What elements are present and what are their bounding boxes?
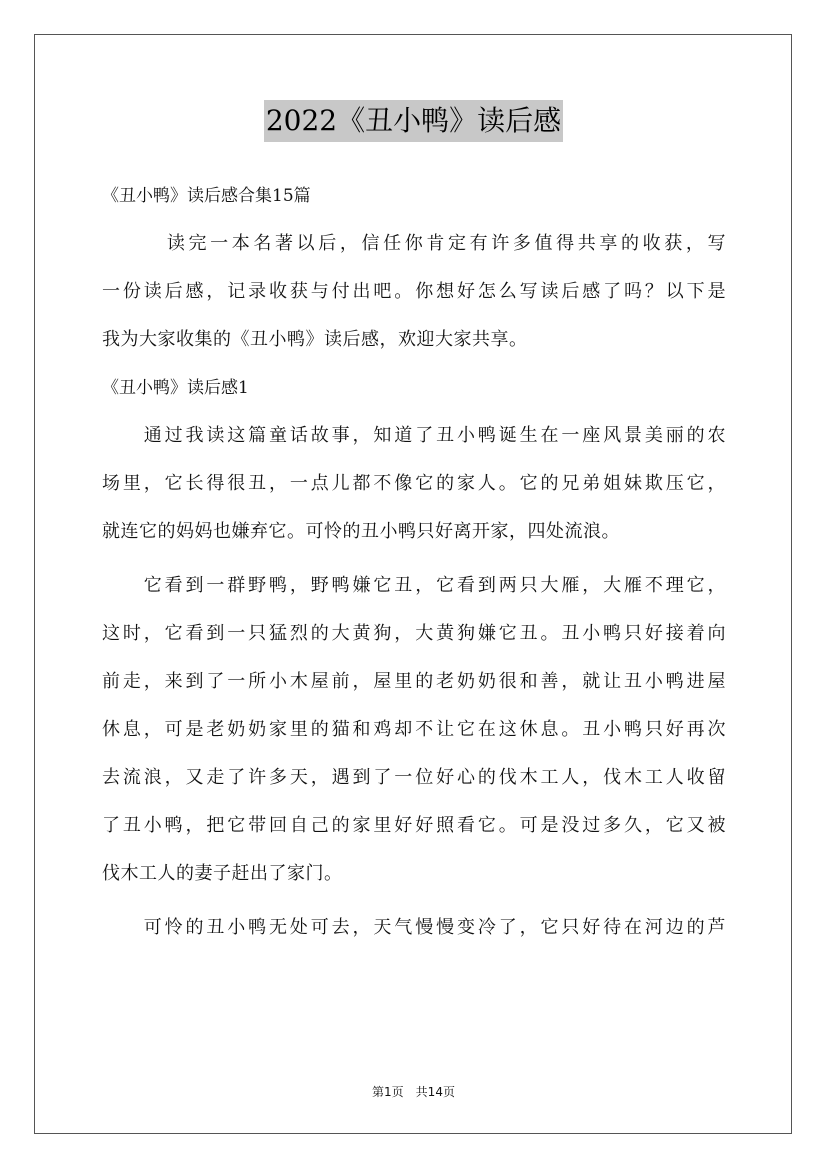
- paragraph2-line-1: 它看到一群野鸭，野鸭嫌它丑，它看到两只大雁，大雁不理它，: [102, 575, 726, 596]
- paragraph1-line-2: 场里，它长得很丑，一点儿都不像它的家人。它的兄弟姐妹欺压它，: [102, 473, 726, 494]
- paragraph2-line-3: 前走，来到了一所小木屋前，屋里的老奶奶很和善，就让丑小鸭进屋: [102, 671, 726, 692]
- page-footer: [0, 1083, 827, 1100]
- paragraph3-line-1: 可怜的丑小鸭无处可去，天气慢慢变冷了，它只好待在河边的芦: [102, 917, 726, 938]
- intro-line-1: 读完一本名著以后，信任你肯定有许多值得共享的收获，写: [102, 233, 726, 254]
- paragraph2-line-5: 去流浪，又走了许多天，遇到了一位好心的伐木工人，伐木工人收留: [102, 767, 726, 788]
- paragraph2-line-6: 了丑小鸭，把它带回自己的家里好好照看它。可是没过多久，它又被: [102, 815, 726, 836]
- paragraph1-line-1: 通过我读这篇童话故事，知道了丑小鸭诞生在一座风景美丽的农: [102, 425, 726, 446]
- intro-line-3: 我为大家收集的《丑小鸭》读后感，欢迎大家共享。: [102, 329, 528, 350]
- intro-line-2: 一份读后感，记录收获与付出吧。你想好怎么写读后感了吗？以下是: [102, 281, 726, 302]
- paragraph2-line-4: 休息，可是老奶奶家里的猫和鸡却不让它在这休息。丑小鸭只好再次: [102, 719, 726, 740]
- document-subtitle: 《丑小鸭》读后感合集15篇: [102, 186, 311, 206]
- paragraph2-line-7: 伐木工人的妻子赶出了家门。: [102, 863, 343, 884]
- document-title: 2022《丑小鸭》读后感: [264, 100, 563, 142]
- document-body: [102, 172, 726, 952]
- paragraph2-line-2: 这时，它看到一只猛烈的大黄狗，大黄狗嫌它丑。丑小鸭只好接着向: [102, 623, 726, 644]
- document-title-wrapper: [0, 100, 827, 142]
- section-heading: 《丑小鸭》读后感1: [102, 378, 249, 398]
- paragraph1-line-3: 就连它的妈妈也嫌弃它。可怜的丑小鸭只好离开家，四处流浪。: [102, 521, 620, 542]
- page-number: 第1页 共14页: [372, 1085, 455, 1099]
